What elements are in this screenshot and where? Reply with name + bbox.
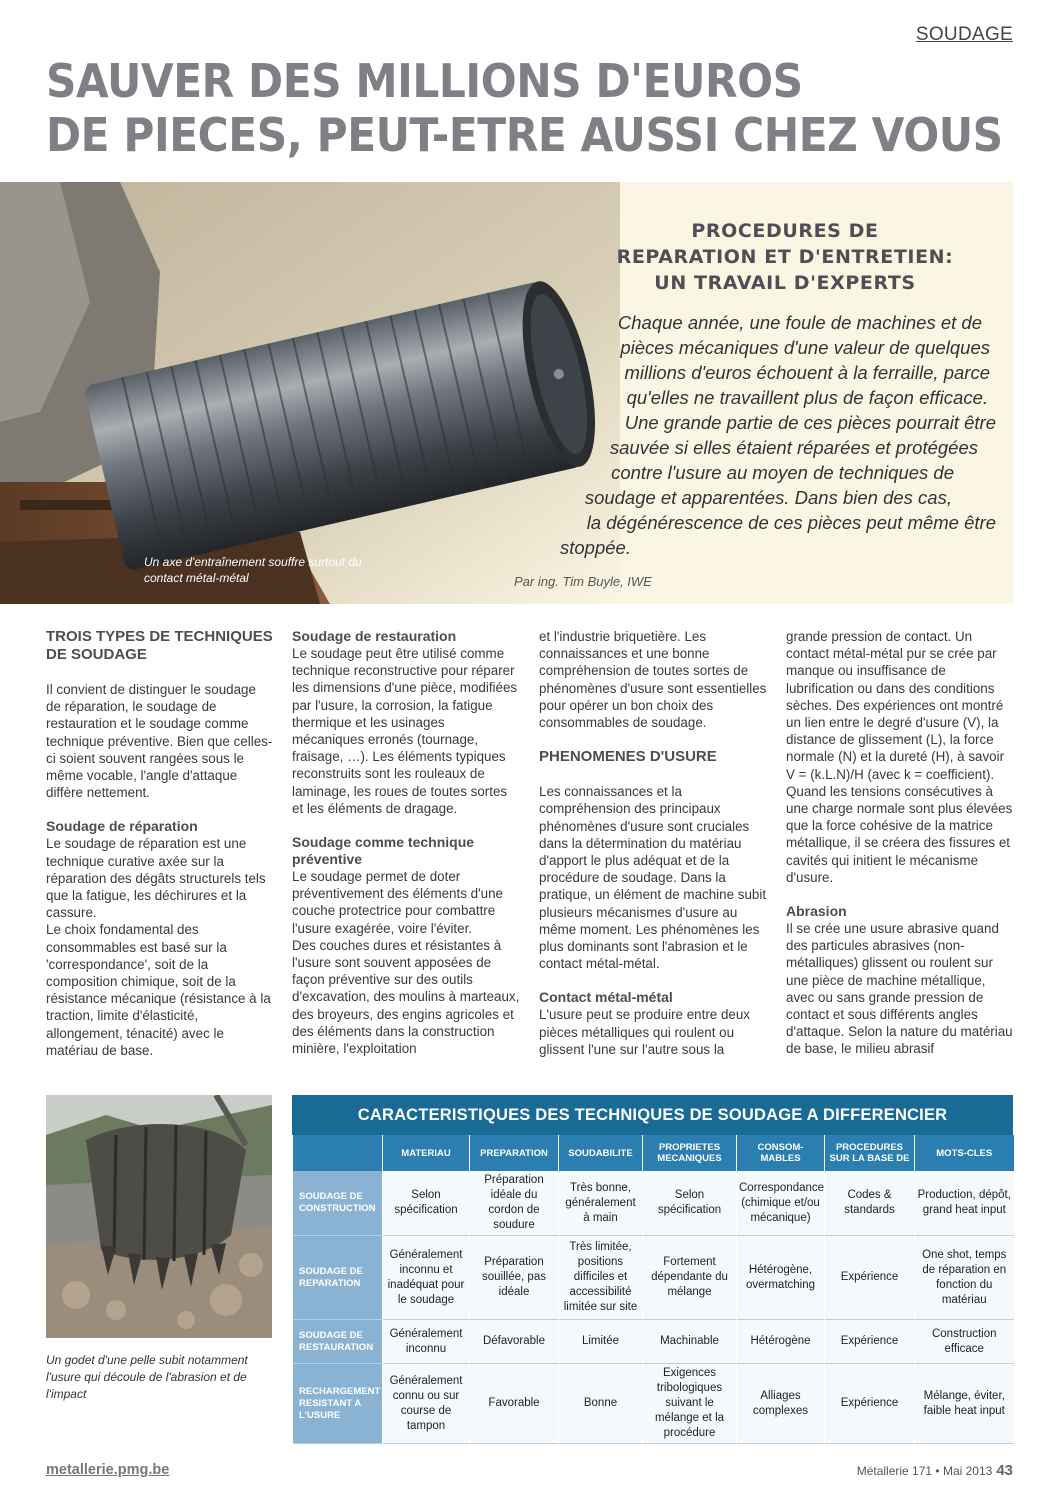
subheading: Contact métal-métal [539,989,673,1006]
photo-caption: Un godet d'une pelle subit notamment l'usure qui découle de l'abrasion et de l'impact [46,1353,248,1401]
row-label: SOUDAGE DE RESTAURATION [293,1320,383,1364]
table-cell: Selon spécification [643,1171,737,1236]
subtitle-line: PROCEDURES DE [691,220,879,242]
lead-paragraph [540,310,1010,560]
table-row [293,1236,1014,1320]
table-cell: Alliages complexes [737,1364,825,1444]
table-cell: Mélange, éviter, faible heat input [915,1364,1014,1444]
table-cell: Favorable [470,1364,559,1444]
lead-line: contre l'usure au moyen de techniques de [611,462,954,483]
table-cell: Défavorable [470,1320,559,1364]
subheading: Soudage de réparation [46,818,198,835]
lead-line: sauvée si elles étaient réparées et protégées [609,437,978,458]
title-line: DE PIECES, PEUT-ETRE AUSSI CHEZ VOUS [46,108,1003,162]
table-cell: Généralement inconnu et inadéquat pour le soudage [383,1236,470,1320]
table-cell: Très limitée, positions difficiles et accessibilité limitée sur site [559,1236,643,1320]
drive-shaft-photo [0,182,620,604]
table-cell: Fortement dépendante du mélange [643,1236,737,1320]
column-4 [786,628,1014,1058]
table-cell: Machinable [643,1320,737,1364]
page-title [46,54,1003,162]
paragraph: Le soudage peut être utilisé comme technique reconstructive pour réparer les dimensions d'une pièce, modifiées par l'usure, la corrosion, la fatigue thermique et les usinages mécaniques erronés (tournage, fraisage, …). Les éléments typiques reconstruits sont les rouleaux de laminage, les roues de toutes sortes et les éléments de dragage. [292,646,518,816]
table-row [293,1171,1014,1236]
heading: PHENOMENES D'USURE [539,748,717,766]
subheading: Abrasion [786,903,847,920]
row-label: SOUDAGE DE CONSTRUCTION [293,1171,383,1236]
section-subtitle [560,218,1010,296]
paragraph: et l'industrie briquetière. Les connaissances et une bonne compréhension de toutes sortes de phénomènes d'usure sont essentielles pour opérer un bon choix des consommables de soudage. [539,629,767,731]
title-line: SAUVER DES MILLIONS D'EUROS [46,54,803,108]
row-label: RECHARGEMENT RESISTANT A L'USURE [293,1364,383,1444]
column-header: PROCEDURES SUR LA BASE DE [825,1135,915,1171]
column-header: CONSOM-MABLES [737,1135,825,1171]
column-1 [46,628,274,1059]
table-cell: Généralement inconnu [383,1320,470,1364]
lead-line: soudage et apparentées. Dans bien des cas, [584,487,952,508]
subtitle-line: REPARATION ET D'ENTRETIEN: [616,246,954,268]
paragraph: Il se crée une usure abrasive quand des particules abrasives (non-métalliques) glissent ou roulent sur une pièce de machine métallique, avec ou sans grande pression de contact et sous différents angles d'attaque. Selon la nature du matériau de base, le milieu abrasif [786,921,1013,1057]
table-cell: Très bonne, généralement à main [559,1171,643,1236]
column-header: PROPRIETES MECANIQUES [643,1135,737,1171]
table-title: CARACTERISTIQUES DES TECHNIQUES DE SOUDAGE A DIFFERENCIER [292,1095,1013,1135]
table-cell: Bonne [559,1364,643,1444]
table-cell: Limitée [559,1320,643,1364]
table-cell: Exigences tribologiques suivant le mélange et la procédure [643,1364,737,1444]
table-cell: Expérience [825,1320,915,1364]
table-cell: Expérience [825,1236,915,1320]
characteristics-table [292,1095,1013,1439]
column-2 [292,628,520,1057]
subheading: Soudage de restauration [292,628,457,644]
table-cell: Correspondance (chimique et/ou mécanique) [737,1171,825,1236]
hero-panel [0,182,1013,604]
lead-line: Chaque année, une foule de machines et de [617,312,982,333]
table-cell: One shot, temps de réparation en fonction du matériau [915,1236,1014,1320]
section-tag: SOUDAGE [915,24,1013,45]
paragraph: Les connaissances et la compréhension des principaux phénomènes d'usure sont cruciales dans la détermination du matériau d'apport le plus adéquat et de la procédure de soudage. Dans la pratique, un élément de machine subit plusieurs mécanismes d'usure au même moment. Les phénomènes les plus dominants sont l'abrasion et le contact métal-métal. [539,784,767,972]
table-header-row [293,1135,1014,1171]
lead-line: Une grande partie de ces pièces pourrait être [624,412,996,433]
subtitle-line: UN TRAVAIL D'EXPERTS [654,272,916,294]
column-header: PREPARATION [470,1135,559,1171]
table-cell: Préparation souillée, pas idéale [470,1236,559,1320]
excavator-bucket-photo [46,1095,272,1338]
table-cell: Préparation idéale du cordon de soudure [470,1171,559,1236]
table-cell: Expérience [825,1364,915,1444]
issue-info [857,1462,1013,1479]
table-cell: Hétérogène, overmatching [737,1236,825,1320]
photo-caption: Un axe d'entraînement souffre surtout du contact métal-métal [144,555,362,585]
lead-line: millions d'euros échouent à la ferraille, parce [624,362,990,383]
paragraph: Le soudage de réparation est une technique curative axée sur la réparation des dégâts structurels tels que la fatigue, les déchirures et la cassure. [46,836,266,921]
table-cell: Hétérogène [737,1320,825,1364]
paragraph: Des couches dures et résistantes à l'usure sont souvent apposées de façon préventive sur des outils d'excavation, des moulins à marteaux, des broyeurs, des engins agricoles et des éléments dans la construction minière, l'exploitation [292,937,520,1057]
byline: Par ing. Tim Buyle, IWE [514,574,652,589]
heading: TROIS TYPES DE TECHNIQUES DE SOUDAGE [46,628,273,663]
paragraph: L'usure peut se produire entre deux pièces métalliques qui roulent ou glissent l'une sur l'autre sous la [539,1007,750,1057]
table-cell: Construction efficace [915,1320,1014,1364]
lead-line: stoppée. [560,537,631,558]
website-link[interactable]: metallerie.pmg.be [46,1462,170,1478]
lead-line: pièces mécaniques d'une valeur de quelques [620,337,990,358]
column-header: SOUDABILITE [559,1135,643,1171]
page-number: 43 [996,1462,1013,1479]
subheading: Soudage comme technique préventive [292,834,475,868]
table-cell: Production, dépôt, grand heat input [915,1171,1014,1236]
table-row [293,1320,1014,1364]
issue-label: Métallerie 171 • Mai 2013 [856,1464,993,1478]
column-3 [539,628,767,1058]
table-cell: Généralement connu ou sur course de tampon [383,1364,470,1444]
paragraph: Le soudage permet de doter préventivement des éléments d'une couche protectrice pour combattre l'usure exagérée, voire l'éviter. [292,869,503,936]
lead-line: qu'elles ne travaillent plus de façon efficace. [626,387,988,408]
paragraph: Il convient de distinguer le soudage de réparation, le soudage de restauration et le soudage comme technique préventive. Bien que celles-ci soient souvent rangées sous le même vocable, l'angle d'attaque diffère nettement. [46,682,273,801]
table-cell: Codes & standards [825,1171,915,1236]
lead-line: la dégénérescence de ces pièces peut même être [586,512,996,533]
column-header: MATERIAU [383,1135,470,1171]
column-header: MOTS-CLES [915,1135,1014,1171]
paragraph: Le choix fondamental des consommables est basé sur la 'correspondance', soit de la composition chimique, soit de la résistance mécanique (résistance à la traction, limite d'élasticité, allongement, ténacité) avec le matériau de base. [46,922,271,1058]
table-cell: Selon spécification [383,1171,470,1236]
table-corner [293,1135,383,1171]
table-row [293,1364,1014,1444]
row-label: SOUDAGE DE REPARATION [293,1236,383,1320]
table-grid [292,1135,1014,1444]
paragraph: grande pression de contact. Un contact métal-métal pur se crée par manque ou insuffisance de lubrification ou dans des conditions sèches. Des expériences ont montré un lien entre le degré d'usure (V), la distance de glissement (L), la force normale (N) et la dureté (H), à savoir V = (k.L.N)/H (avec k = coefficient). Quand les tensions consécutives à une charge normale sont plus élevées que la force cohésive de la matrice métallique, il se créera des fissures et cavités qui initient le mécanisme d'usure. [786,629,1013,885]
